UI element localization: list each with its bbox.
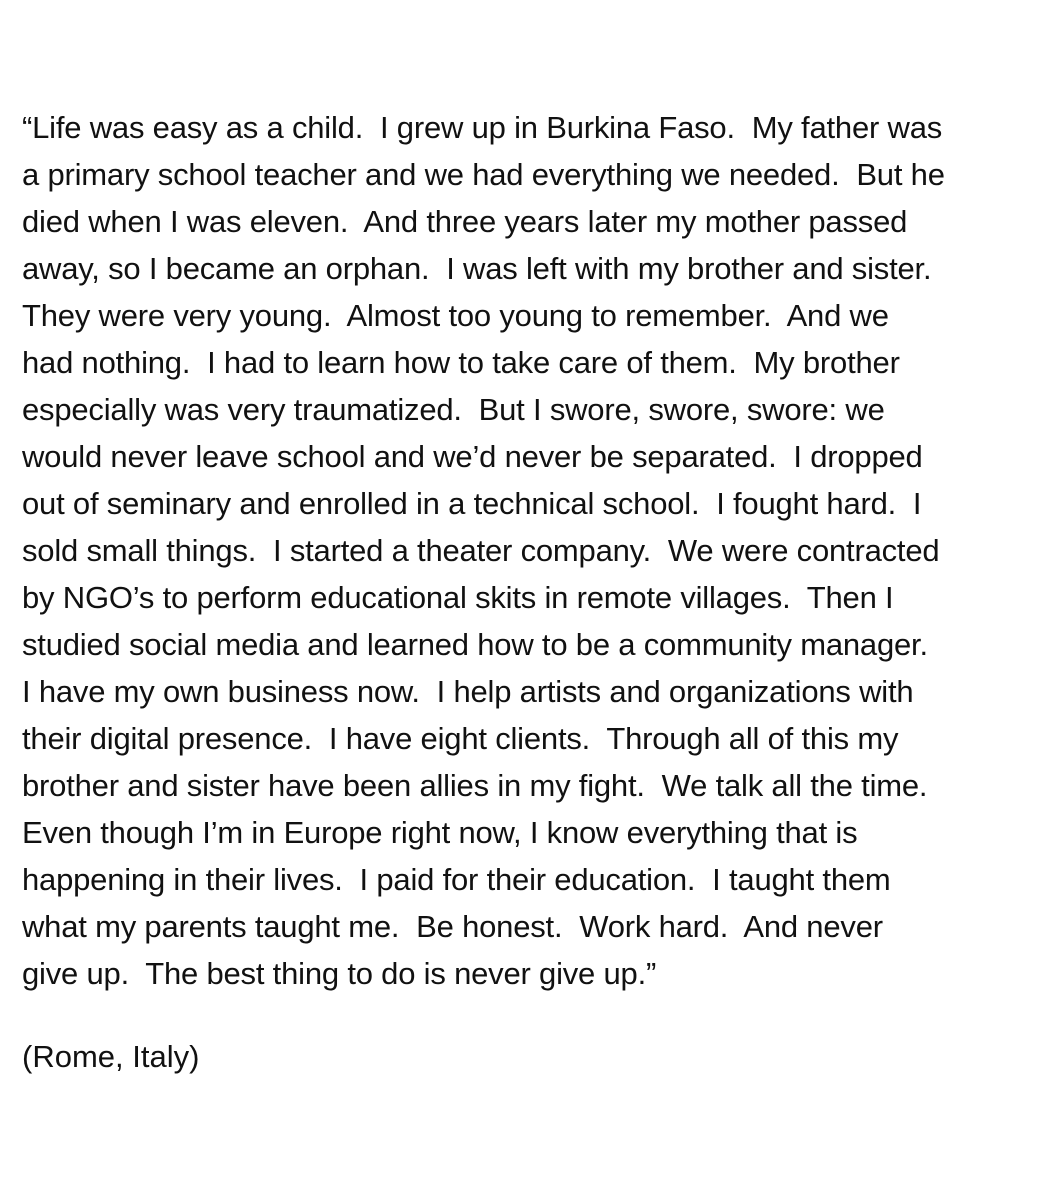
quote-line: studied social media and learned how to be a community manager. (22, 627, 928, 662)
quote-line: what my parents taught me. Be honest. Work hard. And never (22, 909, 883, 944)
quote-line: especially was very traumatized. But I swore, swore, swore: we (22, 392, 885, 427)
quote-line: happening in their lives. I paid for their education. I taught them (22, 862, 891, 897)
quote-line: away, so I became an orphan. I was left with my brother and sister. (22, 251, 932, 286)
quote-line: Even though I’m in Europe right now, I know everything that is (22, 815, 858, 850)
location-caption: (Rome, Italy) (22, 1039, 200, 1074)
quote-text (22, 104, 1032, 997)
quote-line: a primary school teacher and we had everything we needed. But he (22, 157, 945, 192)
quote-line: by NGO’s to perform educational skits in remote villages. Then I (22, 580, 894, 615)
quote-line: their digital presence. I have eight clients. Through all of this my (22, 721, 899, 756)
quote-line: would never leave school and we’d never be separated. I dropped (22, 439, 923, 474)
quote-line: give up. The best thing to do is never give up.” (22, 956, 657, 991)
quote-line: I have my own business now. I help artists and organizations with (22, 674, 914, 709)
quote-line: “Life was easy as a child. I grew up in Burkina Faso. My father was (22, 110, 943, 145)
quote-line: brother and sister have been allies in my fight. We talk all the time. (22, 768, 928, 803)
quote-line: They were very young. Almost too young to remember. And we (22, 298, 889, 333)
quote-line: had nothing. I had to learn how to take care of them. My brother (22, 345, 900, 380)
quote-line: sold small things. I started a theater company. We were contracted (22, 533, 940, 568)
quote-line: died when I was eleven. And three years later my mother passed (22, 204, 908, 239)
quote-line: out of seminary and enrolled in a technical school. I fought hard. I (22, 486, 922, 521)
